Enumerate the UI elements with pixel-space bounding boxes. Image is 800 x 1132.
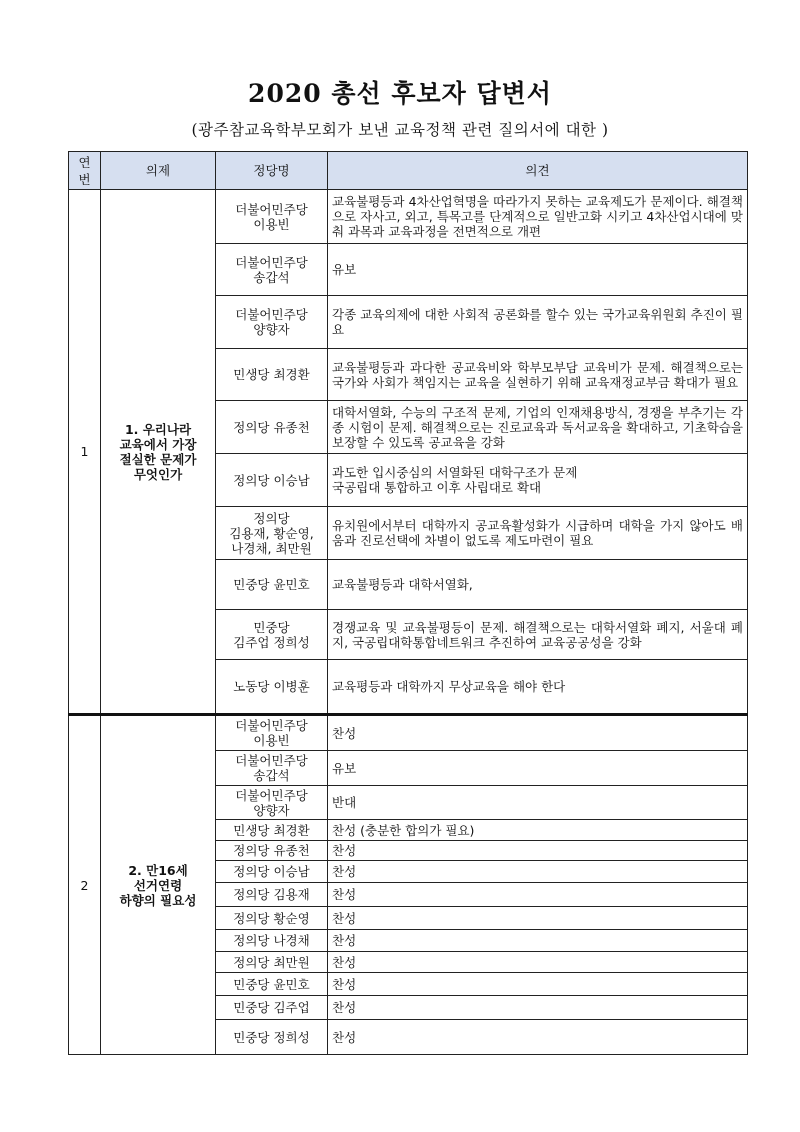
opinion-cell: 교육불평등과 과다한 공교육비와 학부모부담 교육비가 문제. 해결책으로는 국가와 사회가 책임지는 교육을 실현하기 위해 교육재정교부금 확대가 필요 (328, 349, 748, 401)
opinion-cell: 찬성 (328, 841, 748, 861)
header-topic: 의제 (101, 152, 216, 190)
party-candidate-cell: 더불어민주당 이용빈 (216, 190, 328, 244)
party-candidate-cell: 더불어민주당 양향자 (216, 786, 328, 820)
opinion-cell: 교육불평등과 대학서열화, (328, 560, 748, 610)
party-candidate-cell: 노동당 이병훈 (216, 660, 328, 715)
opinions-table (68, 151, 748, 1055)
section-number: 2 (69, 715, 101, 1055)
opinion-cell: 찬성 (충분한 합의가 필요) (328, 820, 748, 841)
topic-line: 1. 우리나라 (124, 421, 192, 437)
party-candidate-cell: 정의당 이승남 (216, 861, 328, 883)
page-subtitle: (광주참교육학부모회가 보낸 교육정책 관련 질의서에 대한 ) (191, 121, 609, 139)
party-candidate-cell: 정의당 김용재 (216, 883, 328, 907)
section-number: 1 (69, 190, 101, 715)
topic-line: 교육에서 가장 (119, 436, 197, 452)
opinion-cell: 교육불평등과 4차산업혁명을 따라가지 못하는 교육제도가 문제이다. 해결책으로 자사고, 외고, 특목고를 단계적으로 일반고화 시키고 4차산업시대에 맞춰 과목과 교육과정을 전면적으로 개편 (328, 190, 748, 244)
party-candidate-cell: 민중당 김주업 정희성 (216, 610, 328, 660)
table-header-row (69, 152, 748, 190)
party-candidate-cell: 민생당 최경환 (216, 349, 328, 401)
opinion-cell: 찬성 (328, 973, 748, 996)
party-candidate-cell: 민중당 김주업 (216, 996, 328, 1020)
section-topic (101, 190, 216, 715)
party-candidate-cell: 정의당 유종천 (216, 841, 328, 861)
party-candidate-cell: 더불어민주당 양향자 (216, 296, 328, 349)
party-candidate-cell: 정의당 나경채 (216, 930, 328, 952)
table-row (69, 715, 748, 751)
party-candidate-cell: 더불어민주당 송갑석 (216, 244, 328, 296)
opinion-cell: 찬성 (328, 715, 748, 751)
header-opinion: 의견 (328, 152, 748, 190)
party-candidate-cell: 정의당 이승남 (216, 454, 328, 507)
party-candidate-cell: 더불어민주당 송갑석 (216, 751, 328, 786)
topic-line: 2. 만16세 (128, 862, 188, 878)
section-topic (101, 715, 216, 1055)
opinion-cell: 각종 교육의제에 대한 사회적 공론화를 할수 있는 국가교육위원회 추진이 필요 (328, 296, 748, 349)
party-candidate-cell: 민중당 윤민호 (216, 560, 328, 610)
opinion-cell: 유치원에서부터 대학까지 공교육활성화가 시급하며 대학을 가지 않아도 배움과 진로선택에 차별이 없도록 제도마련이 필요 (328, 507, 748, 560)
party-candidate-cell: 민생당 최경환 (216, 820, 328, 841)
opinion-cell: 찬성 (328, 996, 748, 1020)
party-candidate-cell: 정의당 최만원 (216, 952, 328, 973)
table-row (69, 190, 748, 244)
opinion-cell: 유보 (328, 751, 748, 786)
party-candidate-cell: 정의당 유종천 (216, 401, 328, 454)
opinion-cell: 찬성 (328, 930, 748, 952)
topic-line: 절실한 문제가 (119, 451, 197, 467)
opinion-cell: 과도한 입시중심의 서열화된 대학구조가 문제 국공립대 통합하고 이후 사립대로 확대 (328, 454, 748, 507)
party-candidate-cell: 민중당 윤민호 (216, 973, 328, 996)
opinion-cell: 반대 (328, 786, 748, 820)
opinion-cell: 찬성 (328, 883, 748, 907)
party-candidate-cell: 정의당 황순영 (216, 907, 328, 930)
party-candidate-cell: 정의당 김용재, 황순영, 나경채, 최만원 (216, 507, 328, 560)
topic-line: 선거연령 (133, 877, 183, 893)
opinion-cell: 찬성 (328, 907, 748, 930)
topic-line: 하향의 필요성 (119, 892, 197, 908)
header-num: 연 번 (69, 152, 101, 190)
opinion-cell: 유보 (328, 244, 748, 296)
opinion-cell: 경쟁교육 및 교육불평등이 문제. 해결책으로는 대학서열화 폐지, 서울대 폐지, 국공립대학통합네트워크 추진하여 교육공공성을 강화 (328, 610, 748, 660)
topic-line: 무엇인가 (133, 466, 183, 482)
opinion-cell: 찬성 (328, 952, 748, 973)
party-candidate-cell: 더불어민주당 이용빈 (216, 715, 328, 751)
opinion-cell: 대학서열화, 수능의 구조적 문제, 기업의 인재채용방식, 경쟁을 부추기는 각종 시험이 문제. 해결책으로는 진로교육과 독서교육을 확대하고, 기초학습을 보장할 수 있도록 공교육을 강화 (328, 401, 748, 454)
header-party: 정당명 (216, 152, 328, 190)
party-candidate-cell: 민중당 정희성 (216, 1020, 328, 1055)
page-title: 2020 총선 후보자 답변서 (248, 79, 552, 108)
opinion-cell: 찬성 (328, 861, 748, 883)
opinion-cell: 교육평등과 대학까지 무상교육을 해야 한다 (328, 660, 748, 715)
opinion-cell: 찬성 (328, 1020, 748, 1055)
